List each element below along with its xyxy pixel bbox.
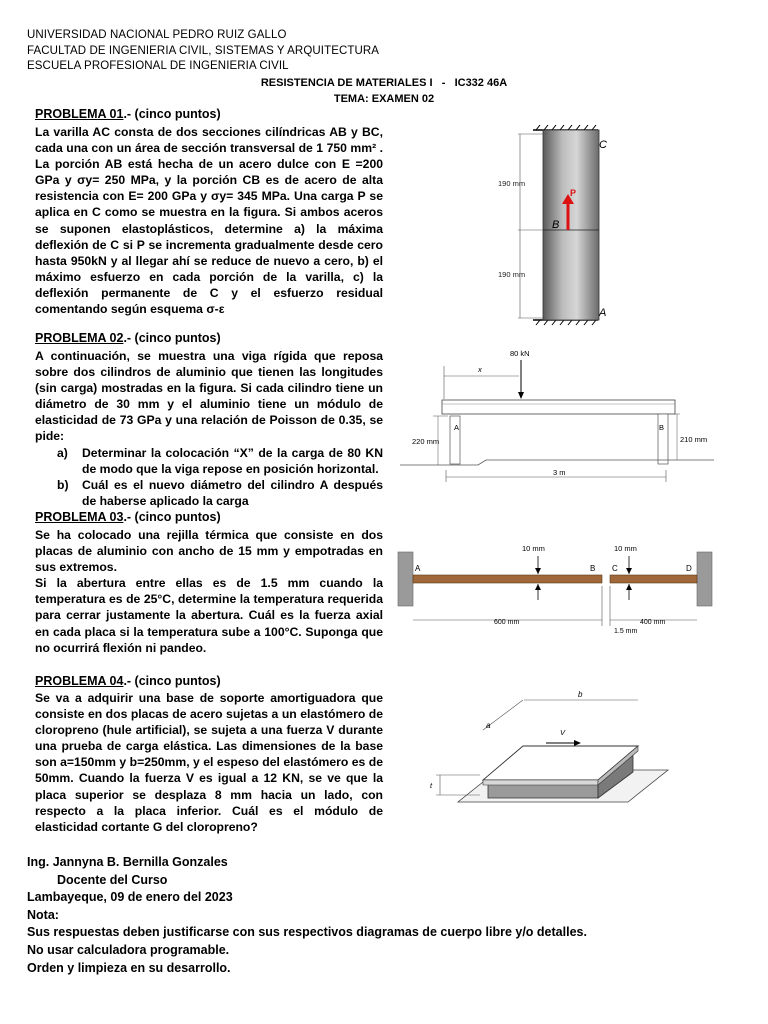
label-a: a <box>486 721 491 730</box>
bottom-support <box>533 320 598 325</box>
force-v-arrow-icon <box>546 740 581 746</box>
plate-cd <box>610 575 697 583</box>
school-name: ESCUELA PROFESIONAL DE INGENIERIA CIVIL <box>27 60 289 72</box>
note-label: Nota: <box>27 908 59 922</box>
figure-bar-ac <box>488 120 623 330</box>
right-height-label: 210 mm <box>680 435 708 444</box>
problem-3-text <box>35 527 383 656</box>
width-1-label: 10 mm <box>522 544 545 553</box>
length-1-label: 600 mm <box>494 619 520 626</box>
left-wall <box>398 552 413 606</box>
load-label: 80 kN <box>510 349 530 358</box>
label-c: C <box>612 564 618 573</box>
label-b: B <box>552 219 560 231</box>
problem-4-title <box>35 674 221 688</box>
label-t: t <box>430 781 433 790</box>
problem-4-text <box>35 690 383 835</box>
note-1: Sus respuestas deben justificarse con sus respectivos diagramas de cuerpo libre y/o detalles. <box>27 925 587 939</box>
item-text: Determinar la colocación “X” de la carga de 80 KN de modo que la viga repose en posición horizontal. <box>82 445 383 476</box>
faculty-name: FACULTAD DE INGENIERIA CIVIL, SISTEMAS Y ARQUITECTURA <box>27 45 380 57</box>
problem-1-points: .- (cinco puntos) <box>123 107 221 121</box>
problem-4-points: .- (cinco puntos) <box>123 674 221 688</box>
label-b: B <box>590 564 596 573</box>
plate-ab <box>413 575 602 583</box>
item-marker: a) <box>57 445 68 460</box>
label-c: C <box>599 139 607 151</box>
teacher-name: Ing. Jannyna B. Bernilla Gonzales <box>27 855 228 869</box>
x-label: x <box>478 365 482 374</box>
problem-2-items <box>35 445 383 509</box>
problem-3-text-1: Se ha colocado una rejilla térmica que consiste en dos placas de aluminio con ancho de 15 mm y empotradas en sus extremos. <box>35 528 383 575</box>
cylinder-b <box>658 414 668 464</box>
note-3: Orden y limpieza en su desarrollo. <box>27 961 231 975</box>
problem-1-label: PROBLEMA 01 <box>35 107 124 121</box>
problem-3-label: PROBLEMA 03 <box>35 510 124 524</box>
problem-2-points: .- (cinco puntos) <box>123 331 221 345</box>
figure-rigid-beam <box>398 344 716 489</box>
label-a: A <box>454 423 460 432</box>
right-wall <box>697 552 712 606</box>
teacher-role: Docente del Curso <box>57 873 168 887</box>
problem-3-points: .- (cinco puntos) <box>123 510 221 524</box>
problem-3-text-2: Si la abertura entre ellas es de 1.5 mm cuando la temperatura es de 25°C, determine la temperatura requerida para cerrar justamente la abertura. Cuál es la fuerza axial en cada placa si la temperatura sube a 100°C. Suponga que no ocurrirá flexión ni pandeo. <box>35 576 383 655</box>
top-support <box>533 125 598 130</box>
span-label: 3 m <box>553 468 566 477</box>
label-a: A <box>415 564 421 573</box>
label-b: b <box>578 690 583 699</box>
problem-2-item-b <box>35 477 383 509</box>
left-height-label: 220 mm <box>412 437 440 446</box>
university-name: UNIVERSIDAD NACIONAL PEDRO RUIZ GALLO <box>27 29 287 41</box>
dim-bottom-label: 190 mm <box>498 270 526 279</box>
place-date: Lambayeque, 09 de enero del 2023 <box>27 890 233 904</box>
load-arrow-icon <box>518 360 524 399</box>
length-2-label: 400 mm <box>640 619 666 626</box>
problem-1-text <box>35 124 383 317</box>
problem-2-intro: A continuación, se muestra una viga rígida que reposa sobre dos cilindros de aluminio que tienen las longitudes (sin carga) mostradas en la figura. Si cada cilindro tiene un diámetro de 30 mm y el aluminio tiene un módulo de elasticidad de 73 GPa y una relación de Poisson de 0.35, se pide: <box>35 349 383 444</box>
problem-2-item-a <box>35 445 383 477</box>
problem-3-title <box>35 510 221 524</box>
course-title: RESISTENCIA DE MATERIALES I - IC332 46A <box>260 77 508 89</box>
problem-4-statement: Se va a adquirir una base de soporte amortiguadora que consiste en dos placas de acero sujetas a un elastómero de cloropreno (hule artificial), se sujeta a una fuerza V durante una prueba de carga elástica. Las dimensiones de la base son a=150mm y b=250mm, y el espeso del elastómero es de 50mm. Cuando la fuerza V es igual a 12 KN, se ve que la placa superior se desplaza 8 mm hacia un lado, con respecto a la placa inferior. Cuál es el módulo de elasticidad cortante G del cloropreno? <box>35 691 383 834</box>
gap-label: 1.5 mm <box>614 628 638 635</box>
exam-topic: TEMA: EXAMEN 02 <box>333 93 435 105</box>
label-d: D <box>686 564 692 573</box>
load-p-label: P <box>570 188 577 198</box>
label-b: B <box>659 423 665 432</box>
problem-4-label: PROBLEMA 04 <box>35 674 124 688</box>
label-v: V <box>560 728 566 737</box>
problem-1-statement: La varilla AC consta de dos secciones cilíndricas AB y BC, cada una con un área de sección transversal de 1 750 mm² . La porción AB está hecha de un acero dulce con E =200 GPa y σy= 250 MPa, y la porción CB es de acero de alta resistencia con E= 200 GPa y σy= 345 MPa. Una carga P se aplica en C como se muestra en la figura. Si ambos aceros se suponen elastoplásticos, determine a) la máxima deflexión de C si P se incrementa gradualmente desde cero hasta 950kN y al llegar ahí se reduce de nuevo a cero, b) el máximo esfuerzo en cada porción de la varilla, c) la deflexión permanente de C y el esfuerzo residual comentando según esquema σ-ε <box>35 125 383 317</box>
problem-2-label: PROBLEMA 02 <box>35 331 124 345</box>
width-2-label: 10 mm <box>614 544 637 553</box>
rigid-beam <box>442 400 675 414</box>
height-dimensions <box>433 414 680 465</box>
problem-1-title <box>35 107 221 121</box>
problem-2-title <box>35 331 221 345</box>
problem-2-text <box>35 348 383 509</box>
figure-thermal-grating <box>396 538 716 638</box>
dim-top-label: 190 mm <box>498 179 526 188</box>
item-marker: b) <box>57 477 69 492</box>
item-text: Cuál es el nuevo diámetro del cilindro A después de haberse aplicado la carga <box>82 477 383 508</box>
figure-elastomer-bearing <box>428 690 688 825</box>
note-2: No usar calculadora programable. <box>27 943 230 957</box>
label-a: A <box>599 307 607 319</box>
